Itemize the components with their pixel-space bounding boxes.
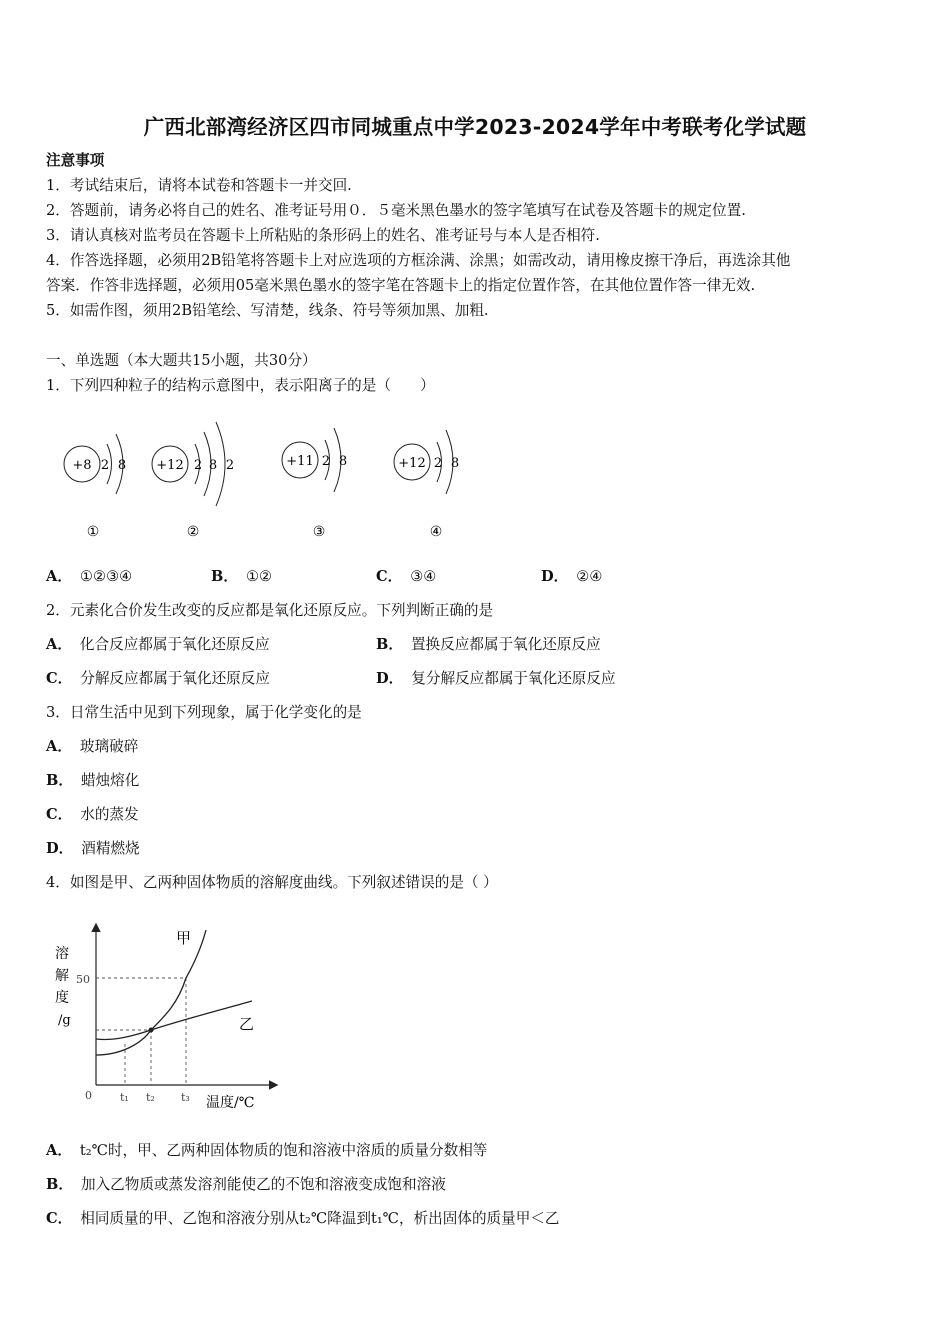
y-label-char: 解 [55, 968, 69, 984]
option-text: 相同质量的甲、乙饱和溶液分别从t₂℃降温到t₁℃，析出固体的质量甲＜乙 [80, 1210, 560, 1227]
page-title: 广西北部湾经济区四市同城重点中学2023-2024学年中考联考化学试题 [143, 115, 807, 139]
series-label-yi: 乙 [239, 1015, 255, 1033]
notice-item: 1．考试结束后，请将本试卷和答题卡一并交回. [46, 177, 352, 194]
x-tick-label: t₂ [146, 1091, 155, 1104]
notice-item: 答案．作答非选择题，必须用05毫米黑色墨水的签字笔在答题卡上的指定位置作答，在其他位置作答一律无效. [46, 277, 756, 294]
q1-option-a[interactable] [46, 567, 132, 587]
atom-4-shell: 2 [433, 456, 443, 471]
intersection-point [149, 1028, 154, 1033]
q1-stem: 1．下列四种粒子的结构示意图中，表示阳离子的是（ ） [46, 377, 435, 394]
option-label: B． [46, 772, 73, 789]
q4-option-b[interactable] [46, 1175, 446, 1195]
guide-lines [96, 978, 186, 1085]
notice-heading: 注意事项 [46, 152, 105, 169]
series-yi-curve [96, 1001, 255, 1040]
option-label: A． [46, 636, 72, 653]
option-label: B． [376, 636, 403, 653]
notice-item: 3．请认真核对监考员在答题卡上所粘贴的条形码上的姓名、准考证号与本人是否相符. [46, 227, 600, 244]
series-label-jia: 甲 [176, 929, 192, 947]
option-text: ①② [245, 568, 273, 585]
q2-stem: 2．元素化合价发生改变的反应都是氧化还原反应。下列判断正确的是 [46, 602, 494, 619]
atom-3-shell: 8 [338, 454, 348, 469]
x-tick-label: t₁ [120, 1091, 129, 1104]
option-text: ②④ [576, 568, 603, 585]
atom-2-label: ② [186, 524, 200, 540]
option-label: C． [46, 1210, 73, 1227]
notice-item: 2．答题前，请务必将自己的姓名、准考证号用０．５毫米黑色墨水的签字笔填写在试卷及答题卡的规定位置. [46, 202, 746, 219]
atom-2-shell: 2 [193, 458, 203, 473]
option-text: 蜡烛熔化 [80, 772, 140, 789]
option-label: D． [541, 568, 569, 585]
option-text: 加入乙物质或蒸发溶剂能使乙的不饱和溶液变成饱和溶液 [80, 1176, 446, 1193]
atom-2-shell: 2 [225, 458, 235, 473]
q3-option-b[interactable] [46, 771, 139, 791]
option-label: A． [46, 738, 72, 755]
atom-4-label: ④ [429, 524, 443, 540]
atom-1-shell: 8 [117, 458, 127, 473]
y-label-char: /g [58, 1013, 71, 1028]
option-text: 复分解反应都属于氧化还原反应 [411, 670, 616, 687]
q1-option-d[interactable] [541, 567, 602, 587]
q3-option-d[interactable] [46, 839, 140, 859]
atom-1-nucleus: +8 [72, 458, 92, 473]
q1-option-c[interactable] [376, 567, 436, 587]
option-text: ①②③④ [79, 568, 133, 585]
atom-2-shell: 8 [208, 458, 218, 473]
option-label: C． [46, 670, 73, 687]
atom-3-label: ③ [312, 524, 326, 540]
y-tick-label: 50 [76, 973, 90, 986]
option-text: 水的蒸发 [80, 806, 139, 823]
option-text: 置换反应都属于氧化还原反应 [410, 636, 601, 653]
section-heading: 一、单选题（本大题共15小题，共30分） [46, 352, 317, 369]
q1-option-b[interactable] [211, 567, 272, 587]
atom-4-shell: 8 [450, 456, 460, 471]
solubility-chart [50, 915, 290, 1115]
option-text: 酒精燃烧 [81, 840, 140, 857]
q3-option-a[interactable] [46, 737, 138, 757]
q1-atom-diagrams [50, 410, 490, 550]
option-text: 分解反应都属于氧化还原反应 [80, 670, 270, 687]
q2-option-b[interactable] [376, 635, 601, 655]
notice-item: 5．如需作图，须用2B铅笔绘、写清楚，线条、符号等须加黑、加粗. [46, 302, 489, 319]
option-label: B． [211, 568, 238, 585]
option-label: D． [376, 670, 404, 687]
option-label: C． [376, 568, 403, 585]
atom-3-shell: 2 [321, 454, 331, 469]
option-label: D． [46, 840, 74, 857]
origin-label: 0 [85, 1089, 92, 1102]
q3-option-c[interactable] [46, 805, 139, 825]
option-label: B． [46, 1176, 73, 1193]
q4-option-c[interactable] [46, 1209, 560, 1229]
x-tick-label: t₃ [181, 1091, 190, 1104]
atom-4-nucleus: +12 [398, 456, 426, 471]
x-axis-label: 温度/℃ [206, 1095, 255, 1111]
q2-option-a[interactable] [46, 635, 270, 655]
option-text: ③④ [410, 568, 437, 585]
atom-2-nucleus: +12 [156, 458, 184, 473]
y-label-char: 度 [55, 990, 69, 1006]
q4-option-a[interactable] [46, 1141, 487, 1161]
q4-stem: 4．如图是甲、乙两种固体物质的溶解度曲线。下列叙述错误的是（ ） [46, 874, 498, 891]
option-label: A． [46, 1142, 72, 1159]
option-text: 玻璃破碎 [79, 738, 139, 755]
option-text: 化合反应都属于氧化还原反应 [79, 636, 270, 653]
atom-1-shell: 2 [100, 458, 110, 473]
q3-stem: 3．日常生活中见到下列现象，属于化学变化的是 [46, 704, 362, 721]
q2-option-d[interactable] [376, 669, 616, 689]
option-label: C． [46, 806, 73, 823]
q2-option-c[interactable] [46, 669, 270, 689]
y-label-char: 溶 [55, 946, 69, 962]
option-text: t₂℃时，甲、乙两种固体物质的饱和溶液中溶质的质量分数相等 [79, 1142, 488, 1159]
atom-3-nucleus: +11 [286, 454, 314, 469]
option-label: A． [46, 568, 72, 585]
atom-1-label: ① [86, 524, 100, 540]
notice-item: 4．作答选择题，必须用2B铅笔将答题卡上对应选项的方框涂满、涂黑；如需改动，请用橡皮擦干净后，再选涂其他 [46, 252, 791, 269]
